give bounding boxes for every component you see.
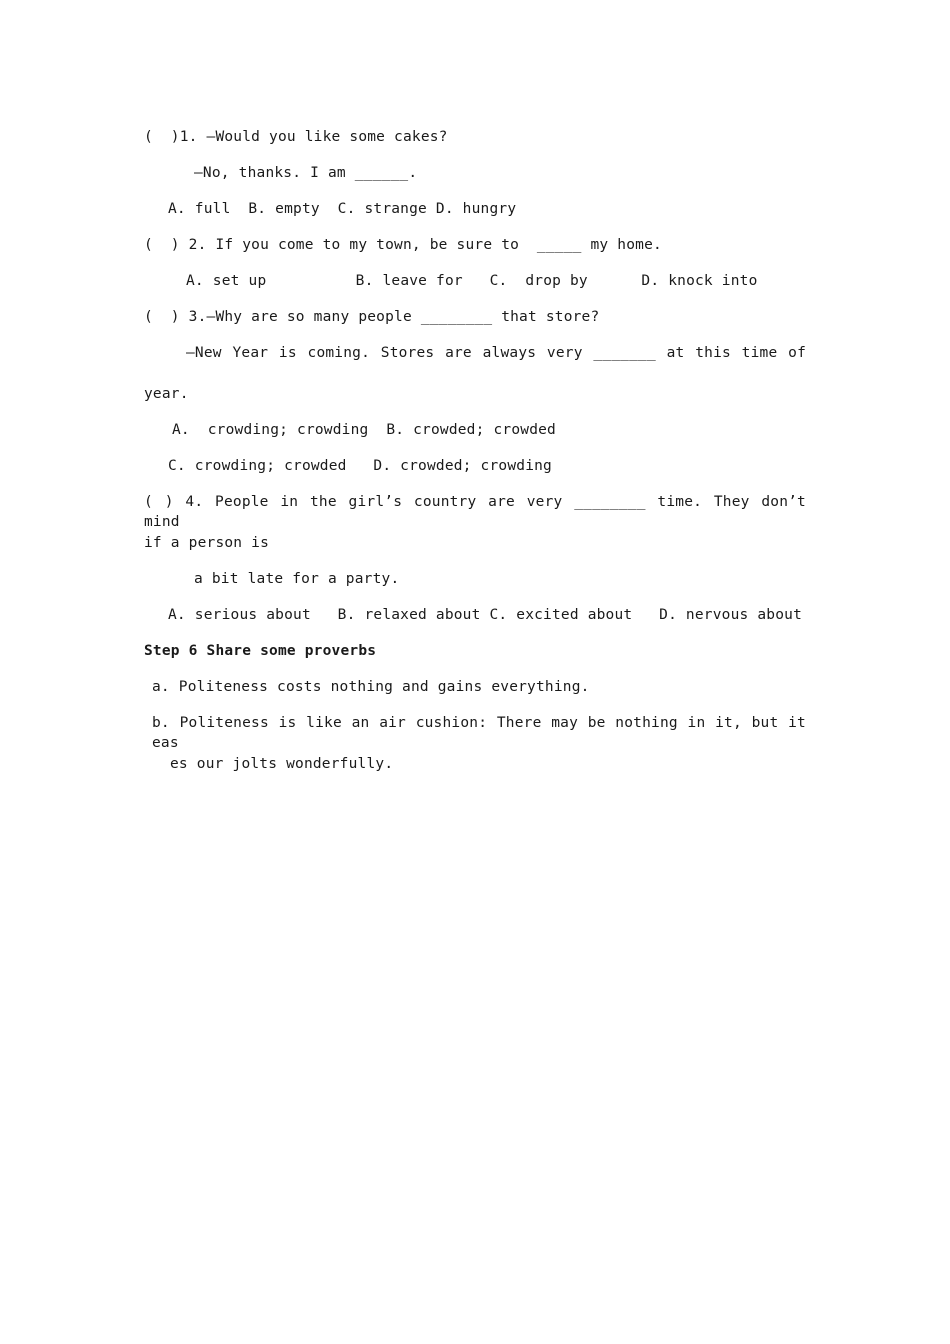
question-4-stem-line-3: a bit late for a party. <box>194 571 400 587</box>
question-1-options: A. full B. empty C. strange D. hungry <box>168 201 517 217</box>
proverb-b-line-2: es our jolts wonderfully. <box>170 756 394 772</box>
proverb-a: a. Politeness costs nothing and gains everything. <box>152 679 590 695</box>
question-1-stem: ( )1. —Would you like some cakes? <box>144 129 448 145</box>
question-2-stem: ( ) 2. If you come to my town, be sure to _____ my home. <box>144 237 662 253</box>
question-3-stem: ( ) 3.—Why are so many people ________ that store? <box>144 309 600 325</box>
question-3-reply-line-1: —New Year is coming. Stores are always very _______ at this time of <box>186 345 806 361</box>
question-3-options-line-1: A. crowding; crowding B. crowded; crowded <box>172 422 556 438</box>
question-4-stem-line-2: if a person is <box>144 535 270 551</box>
proverb-b-line-1: b. Politeness is like an air cushion: There may be nothing in it, but it eas <box>152 715 806 751</box>
question-1-reply: —No, thanks. I am ______. <box>194 165 418 181</box>
question-4-options: A. serious about B. relaxed about C. excited about D. nervous about <box>168 607 803 623</box>
question-3-reply-line-2: year. <box>144 386 189 402</box>
question-2-options: A. set up B. leave for C. drop by D. knock into <box>186 273 758 289</box>
question-3-options-line-2: C. crowding; crowded D. crowded; crowding <box>168 458 552 474</box>
step-6-heading: Step 6 Share some proverbs <box>144 643 377 659</box>
question-4-stem-line-1: ( ) 4. People in the girl’s country are very ________ time. They don’t mind <box>144 494 806 530</box>
